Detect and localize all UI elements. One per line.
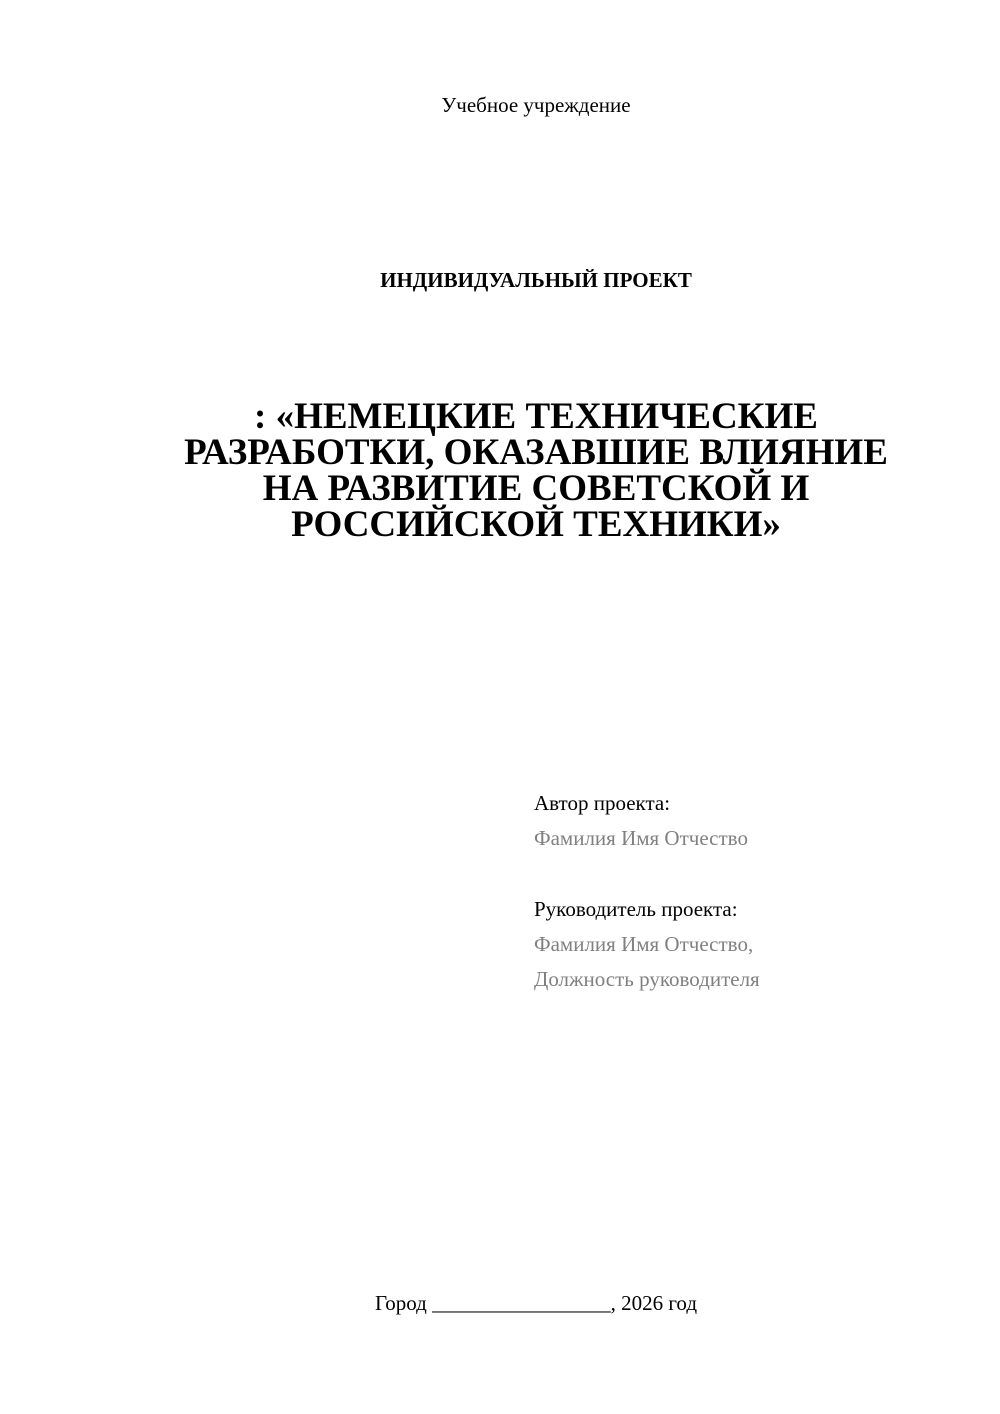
city-year-footer: Город _________________, 2026 год	[374, 1291, 698, 1315]
author-name: Фамилия Имя Отчество	[534, 826, 748, 850]
supervisor-label: Руководитель проекта:	[534, 897, 738, 921]
project-title-line: НА РАЗВИТИЕ СОВЕТСКОЙ И	[262, 468, 810, 509]
project-title-line: РАЗРАБОТКИ, ОКАЗАВШИЕ ВЛИЯНИЕ	[184, 432, 888, 473]
project-title-line: : «НЕМЕЦКИЕ ТЕХНИЧЕСКИЕ	[254, 396, 818, 437]
project-type-heading: ИНДИВИДУАЛЬНЫЙ ПРОЕКТ	[380, 268, 692, 292]
supervisor-name: Фамилия Имя Отчество,	[534, 932, 754, 956]
project-title	[160, 396, 912, 545]
author-block	[534, 786, 974, 856]
author-label: Автор проекта:	[534, 791, 671, 815]
project-title-line: РОССИЙСКОЙ ТЕХНИКИ»	[291, 504, 781, 545]
supervisor-position: Должность руководителя	[534, 967, 760, 991]
supervisor-block	[534, 892, 974, 997]
institution-name: Учебное учреждение	[441, 93, 631, 117]
